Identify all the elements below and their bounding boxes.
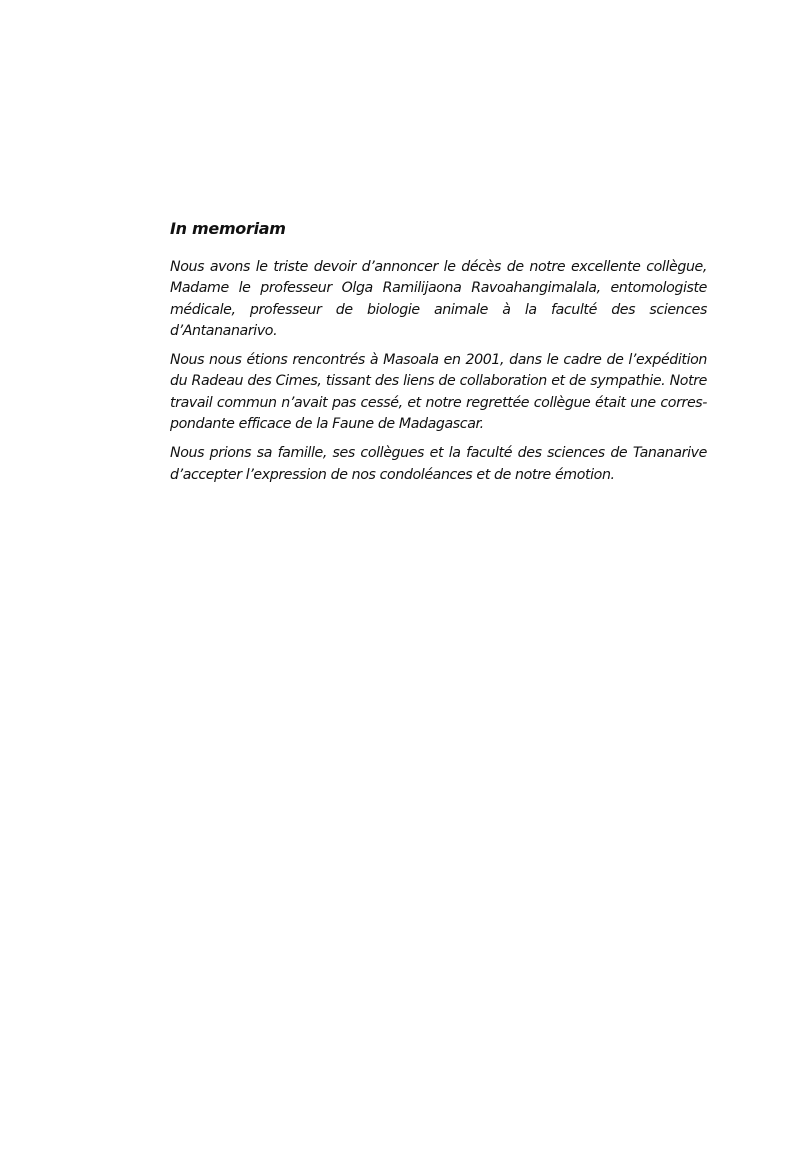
memoriam-notice: [170, 218, 707, 494]
notice-heading: In memoriam: [170, 219, 286, 238]
notice-paragraph-announcement: Nous avons le triste devoir d’annoncer le décès de notre excellente collègue, Madame le professeur Olga Ramilijaona Ravoahangimalala, entomologiste médicale, professeur de biologie animale à la faculté des sciences d’Antananarivo.: [170, 259, 707, 339]
notice-paragraph-collaboration: Nous nous étions rencontrés à Masoala en 2001, dans le cadre de l’expédition du Radeau des Cimes, tissant des liens de collaboration et de sympathie. Notre travail commun n’avait pas cessé, et notre regrettée collègue était une corres-pondante efficace de la Faune de Madagascar.: [170, 352, 707, 433]
notice-paragraph-condolences: Nous prions sa famille, ses collègues et la faculté des sciences de Tananarive d’accepter l’expression de nos condoléances et de notre émotion.: [170, 445, 707, 483]
